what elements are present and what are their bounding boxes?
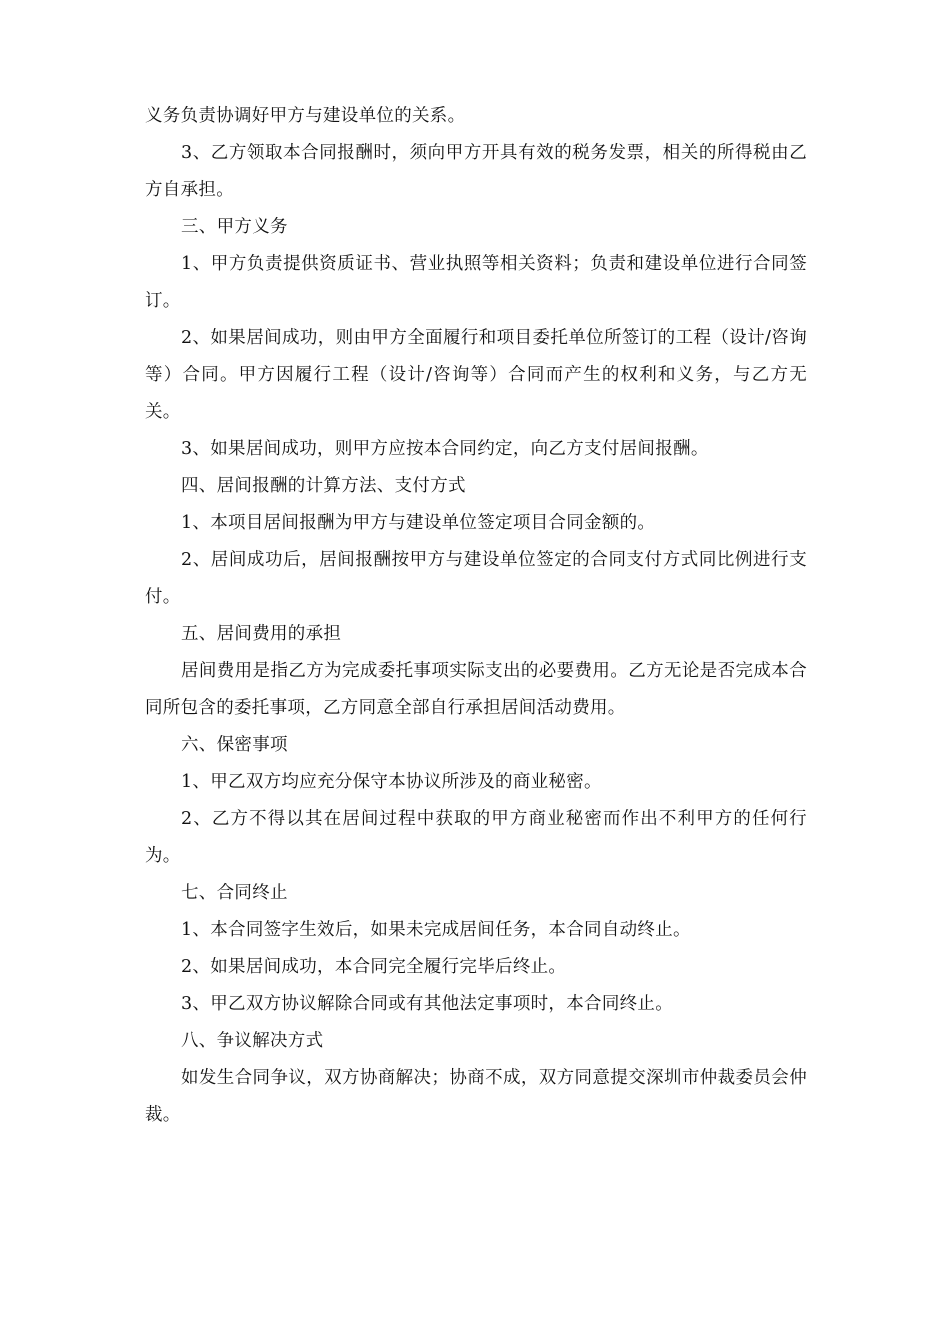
document-page (145, 98, 807, 1134)
paragraph-clause-3-2: 2、如果居间成功，则由甲方全面履行和项目委托单位所签订的工程（设计/咨询等）合同。甲方因履行工程（设计/咨询等）合同而产生的权利和义务，与乙方无关。 (145, 328, 807, 422)
paragraph-clause-3-3: 3、如果居间成功，则甲方应按本合同约定，向乙方支付居间报酬。 (181, 439, 709, 459)
section-heading-8: 八、争议解决方式 (181, 1031, 324, 1051)
section-heading-4: 四、居间报酬的计算方法、支付方式 (181, 476, 466, 496)
paragraph-clause-4-2: 2、居间成功后，居间报酬按甲方与建设单位签定的合同支付方式同比例进行支付。 (145, 550, 807, 607)
paragraph-clause-7-3: 3、甲乙双方协议解除合同或有其他法定事项时，本合同终止。 (181, 994, 674, 1014)
paragraph-clause-2-3: 3、乙方领取本合同报酬时，须向甲方开具有效的税务发票，相关的所得税由乙方自承担。 (145, 143, 807, 200)
paragraph-clause-4-1: 1、本项目居间报酬为甲方与建设单位签定项目合同金额的。 (181, 513, 656, 533)
paragraph-clause-5: 居间费用是指乙方为完成委托事项实际支出的必要费用。乙方无论是否完成本合同所包含的委托事项，乙方同意全部自行承担居间活动费用。 (145, 661, 807, 718)
section-heading-6: 六、保密事项 (181, 735, 288, 755)
paragraph-continuation: 义务负责协调好甲方与建设单位的关系。 (145, 106, 466, 126)
paragraph-clause-7-2: 2、如果居间成功，本合同完全履行完毕后终止。 (181, 957, 567, 977)
section-heading-3: 三、甲方义务 (181, 217, 288, 237)
section-heading-5: 五、居间费用的承担 (181, 624, 342, 644)
paragraph-clause-6-2: 2、乙方不得以其在居间过程中获取的甲方商业秘密而作出不利甲方的任何行为。 (145, 809, 807, 866)
paragraph-clause-7-1: 1、本合同签字生效后，如果未完成居间任务，本合同自动终止。 (181, 920, 691, 940)
paragraph-clause-6-1: 1、甲乙双方均应充分保守本协议所涉及的商业秘密。 (181, 772, 602, 792)
section-heading-7: 七、合同终止 (181, 883, 288, 903)
paragraph-clause-8: 如发生合同争议，双方协商解决；协商不成，双方同意提交深圳市仲裁委员会仲裁。 (145, 1068, 807, 1125)
paragraph-clause-3-1: 1、甲方负责提供资质证书、营业执照等相关资料；负责和建设单位进行合同签订。 (145, 254, 807, 311)
